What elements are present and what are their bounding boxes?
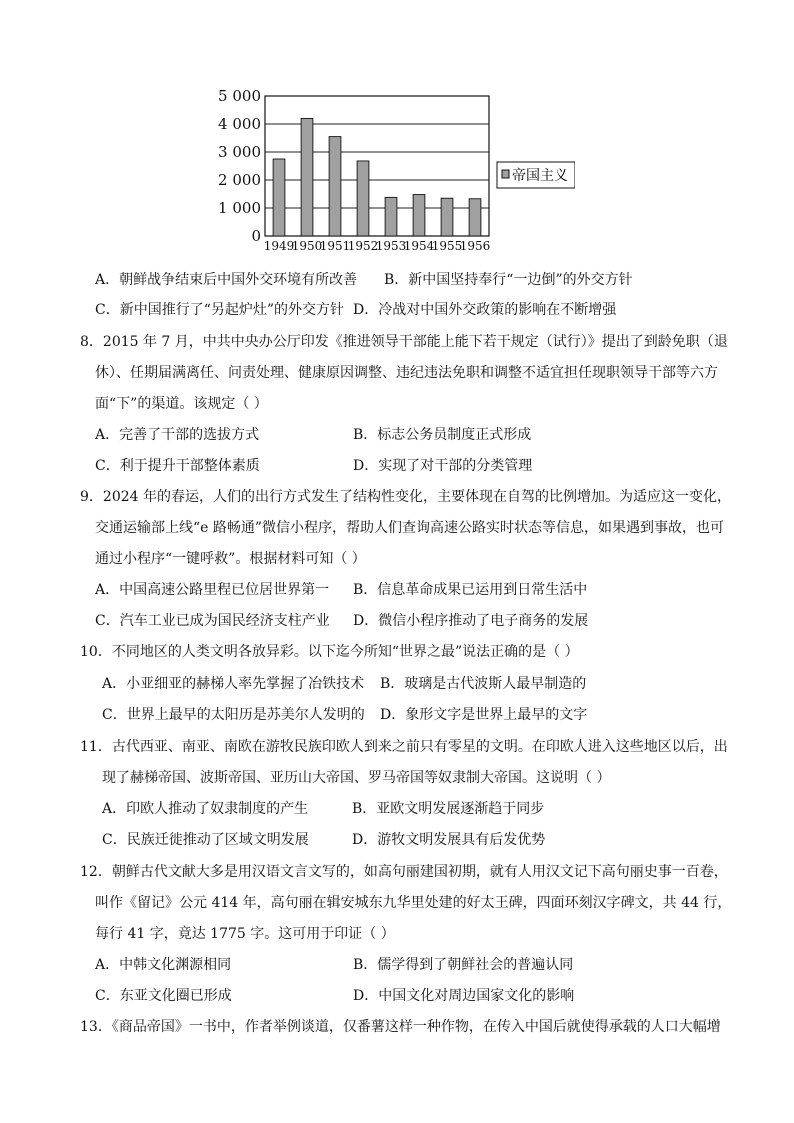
bar-1955 <box>441 198 453 236</box>
q9-option-d[interactable]: D．微信小程序推动了电子商务的发展 <box>353 613 589 629</box>
bar-1952 <box>357 161 369 236</box>
q10-option-d[interactable]: D．象形文字是世界上最早的文字 <box>380 707 588 723</box>
q12-stem-line-3: 每行 41 字，竟达 1775 字。这可用于印证（ ） <box>95 926 395 942</box>
q12-stem-line-1: 12．朝鲜古代文献大多是用汉语文言文写的，如高句丽建国初期，就有人用汉文记下高句丽史事一百卷， <box>80 864 728 880</box>
q12-option-b[interactable]: B．儒学得到了朝鲜社会的普遍认同 <box>353 957 574 973</box>
legend-swatch <box>502 170 509 178</box>
q10-stem-line-1: 10．不同地区的人类文明各放异彩。以下迄今所知“世界之最”说法正确的是（ ） <box>80 644 579 660</box>
x-tick-label: 1950 <box>291 239 323 253</box>
q8-option-d[interactable]: D．实现了对干部的分类管理 <box>353 458 533 474</box>
plot-frame <box>265 96 489 236</box>
bar-1951 <box>329 137 341 236</box>
x-tick-label: 1952 <box>347 239 379 253</box>
q11-stem-line-1: 11．古代西亚、南亚、南欧在游牧民族印欧人到来之前只有零星的文明。在印欧人进入这些地区以后，出 <box>80 739 728 755</box>
q9-option-b[interactable]: B．信息革命成果已运用到日常生活中 <box>353 582 588 598</box>
bar-1953 <box>385 197 397 236</box>
q11-option-d[interactable]: D．游牧文明发展具有后发优势 <box>352 832 546 848</box>
y-tick-label: 2 000 <box>218 171 261 189</box>
q9-stem-line-3: 通过小程序“一键呼救”。根据材料可知（ ） <box>95 551 366 567</box>
bar-1949 <box>273 159 285 236</box>
y-tick-label: 0 <box>251 227 261 245</box>
q11-option-a[interactable]: A．印欧人推动了奴隶制度的产生 <box>102 801 309 817</box>
q9-stem-line-1: 9．2024 年的春运，人们的出行方式发生了结构性变化，主要体现在自驾的比例增加。为适应这一变化， <box>80 489 731 505</box>
q8-option-c[interactable]: C．利于提升干部整体素质 <box>95 458 260 474</box>
q11-option-c[interactable]: C．民族迁徙推动了区域文明发展 <box>102 832 309 848</box>
q8-stem-line-1: 8．2015 年 7 月，中共中央办公厅印发《推进领导干部能上能下若干规定（试行）》提出了到龄免职（退 <box>80 334 728 350</box>
q12-option-a[interactable]: A．中韩文化渊源相同 <box>95 957 232 973</box>
q10-option-b[interactable]: B．玻璃是古代波斯人最早制造的 <box>380 676 587 692</box>
legend-label: 帝国主义 <box>512 168 568 184</box>
q11-stem-line-2: 现了赫梯帝国、波斯帝国、亚历山大帝国、罗马帝国等奴隶制大帝国。这说明（ ） <box>102 770 611 786</box>
q12-option-c[interactable]: C．东亚文化圈已形成 <box>95 988 232 1004</box>
q10-option-a[interactable]: A．小亚细亚的赫梯人率先掌握了冶铁技术 <box>102 676 365 692</box>
y-tick-label: 3 000 <box>218 143 261 161</box>
x-tick-label: 1956 <box>459 239 491 253</box>
bar-chart <box>215 80 575 260</box>
q13-stem-line-1: 13．《商品帝国》一书中，作者举例谈道，仅番薯这样一种作物，在传入中国后就使得承载的人口大幅增 <box>80 1019 721 1035</box>
chart-grid <box>265 96 489 236</box>
chart-x-ticks <box>264 239 491 253</box>
chart-bars <box>273 118 481 236</box>
q9-option-a[interactable]: A．中国高速公路里程已位居世界第一 <box>95 582 330 598</box>
chart-y-ticks <box>218 87 261 245</box>
q12-option-d[interactable]: D．中国文化对周边国家文化的影响 <box>353 988 575 1004</box>
q8-stem-line-3: 面“下”的渠道。该规定（ ） <box>95 396 268 412</box>
bar-1954 <box>413 195 425 236</box>
q9-option-c[interactable]: C．汽车工业已成为国民经济支柱产业 <box>95 613 330 629</box>
q8-option-b[interactable]: B．标志公务员制度正式形成 <box>353 427 532 443</box>
y-tick-label: 4 000 <box>218 115 261 133</box>
x-tick-label: 1951 <box>319 239 351 253</box>
chart-legend <box>497 162 575 188</box>
q8-stem-line-2: 休）、任期届满离任、问责处理、健康原因调整、违纪违法免职和调整不适宜担任现职领导干部等六方 <box>95 365 718 381</box>
q7-option-a[interactable]: A．朝鲜战争结束后中国外交环境有所改善 <box>95 272 358 288</box>
y-tick-label: 5 000 <box>218 87 261 105</box>
x-tick-label: 1954 <box>403 239 435 253</box>
q11-option-b[interactable]: B．亚欧文明发展逐渐趋于同步 <box>352 801 545 817</box>
x-tick-label: 1955 <box>431 239 463 253</box>
x-tick-label: 1953 <box>375 239 407 253</box>
q10-option-c[interactable]: C．世界上最早的太阳历是苏美尔人发明的 <box>102 707 365 723</box>
q7-option-c[interactable]: C．新中国推行了“另起炉灶”的外交方针 <box>95 302 345 318</box>
bar-1956 <box>469 199 481 236</box>
q9-stem-line-2: 交通运输部上线“e 路畅通”微信小程序，帮助人们查询高速公路实时状态等信息，如果遇到事故，也可 <box>95 520 725 536</box>
q7-option-b[interactable]: B．新中国坚持奉行“一边倒”的外交方针 <box>384 272 633 288</box>
bar-1950 <box>301 118 313 236</box>
q12-stem-line-2: 叫作《留记》公元 414 年，高句丽在辑安城东九华里处建的好太王碑，四面环刻汉字碑文，共 44 行， <box>95 895 732 911</box>
q8-option-a[interactable]: A．完善了干部的选拔方式 <box>95 427 260 443</box>
x-tick-label: 1949 <box>263 239 295 253</box>
q7-option-d[interactable]: D．冷战对中国外交政策的影响在不断增强 <box>353 302 617 318</box>
y-tick-label: 1 000 <box>218 199 261 217</box>
